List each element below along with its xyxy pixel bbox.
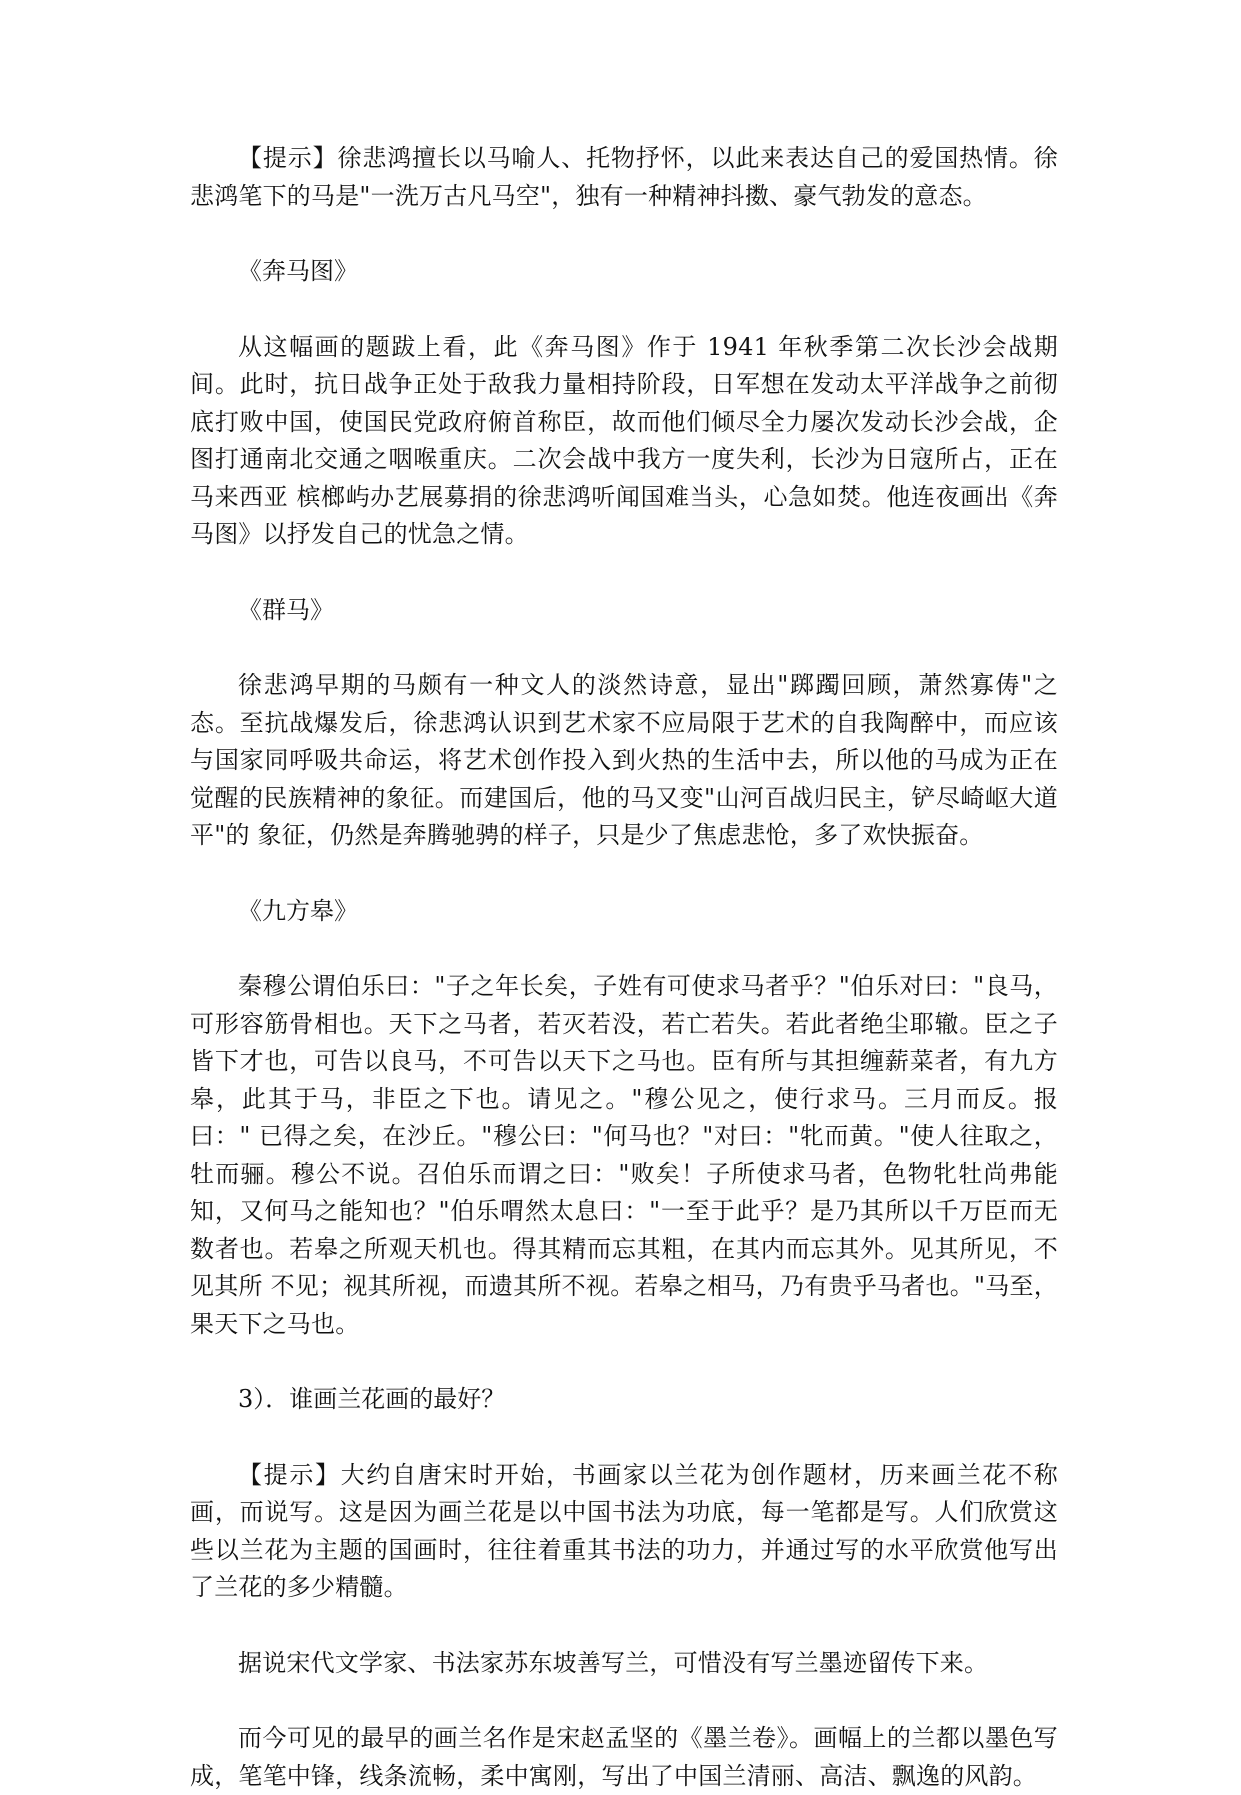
paragraph-spacer	[190, 1682, 1058, 1720]
paragraph-spacer	[190, 629, 1058, 667]
orchid-hint-paragraph: 【提示】大约自唐宋时开始，书画家以兰花为创作题材，历来画兰花不称画，而说写。这是因为画兰花是以中国书法为功底，每一笔都是写。人们欣赏这些以兰花为主题的国画时，往往着重其书法的功力，并通过写的水平欣赏他写出了兰花的多少精髓。	[190, 1460, 1058, 1601]
document-page	[190, 140, 1058, 1795]
ink-orchid-scroll-paragraph: 而今可见的最早的画兰名作是宋赵孟坚的《墨兰卷》。画幅上的兰都以墨色写成，笔笔中锋，线条流畅，柔中寓刚，写出了中国兰清丽、高洁、飘逸的风韵。	[190, 1724, 1058, 1790]
paragraph-spacer	[190, 1419, 1058, 1457]
running-horse-paragraph: 从这幅画的题跋上看，此《奔马图》作于 1941 年秋季第二次长沙会战期间。此时，抗日战争正处于敌我力量相持阶段，日军想在发动太平洋战争之前彻底打败中国，使国民党政府俯首称臣，故而他们倾尽全力屡次发动长沙会战，企图打通南北交通之咽喉重庆。二次会战中我方一度失利，长沙为日寇所占，正在马来西亚 槟榔屿办艺展募捐的徐悲鸿听闻国难当头，心急如焚。他连夜画出《奔马图》以抒发自己的忧急之情。	[190, 332, 1058, 548]
question-heading: 3）．谁画兰花画的最好？	[238, 1385, 506, 1413]
paragraph-spacer	[190, 1343, 1058, 1381]
paragraph-spacer	[190, 215, 1058, 253]
hint-paragraph: 【提示】徐悲鸿擅长以马喻人、托物抒怀，以此来表达自己的爱国热情。徐悲鸿笔下的马是"一洗万古凡马空"，独有一种精神抖擞、豪气勃发的意态。	[190, 144, 1058, 210]
section-title-herd-of-horses: 《群马》	[238, 595, 334, 624]
herd-of-horses-paragraph: 徐悲鸿早期的马颇有一种文人的淡然诗意，显出"踯躅回顾，萧然寡俦"之态。至抗战爆发后，徐悲鸿认识到艺术家不应局限于艺术的自我陶醉中，而应该与国家同呼吸共命运，将艺术创作投入到火热的生活中去，所以他的马成为正在觉醒的民族精神的象征。而建国后，他的马又变"山河百战归民主，铲尽崎岖大道平"的 象征，仍然是奔腾驰骋的样子，只是少了焦虑悲怆，多了欢快振奋。	[190, 671, 1058, 849]
paragraph-spacer	[190, 1607, 1058, 1645]
jiufang-gao-paragraph: 秦穆公谓伯乐曰："子之年长矣，子姓有可使求马者乎？"伯乐对曰："良马，可形容筋骨相也。天下之马者，若灭若没，若亡若失。若此者绝尘耶辙。臣之子皆下才也，可告以良马，不可告以天下之马也。臣有所与其担缠薪菜者，有九方皋，此其于马，非臣之下也。请见之。"穆公见之，使行求马。三月而反。报曰：" 已得之矣，在沙丘。"穆公曰："何马也？"对曰："牝而黄。"使人往取之，牡而骊。穆公不说。召伯乐而谓之曰："败矣！子所使求马者，色物牝牡尚弗能知，又何马之能知也？"伯乐喟然太息曰："一至于此乎？是乃其所以千万臣而无数者也。若皋之所观天机也。得其精而忘其粗，在其内而忘其外。见其所见，不见其所 不见；视其所视，而遗其所不视。若皋之相马，乃有贵乎马者也。"马至，果天下之马也。	[190, 972, 1058, 1338]
paragraph-spacer	[190, 855, 1058, 893]
section-title-running-horse: 《奔马图》	[238, 257, 358, 285]
section-title-jiufang-gao: 《九方皋》	[238, 896, 358, 925]
su-dongpo-paragraph: 据说宋代文学家、书法家苏东坡善写兰，可惜没有写兰墨迹留传下来。	[238, 1648, 989, 1677]
paragraph-spacer	[190, 930, 1058, 968]
paragraph-spacer	[190, 554, 1058, 592]
paragraph-spacer	[190, 291, 1058, 329]
